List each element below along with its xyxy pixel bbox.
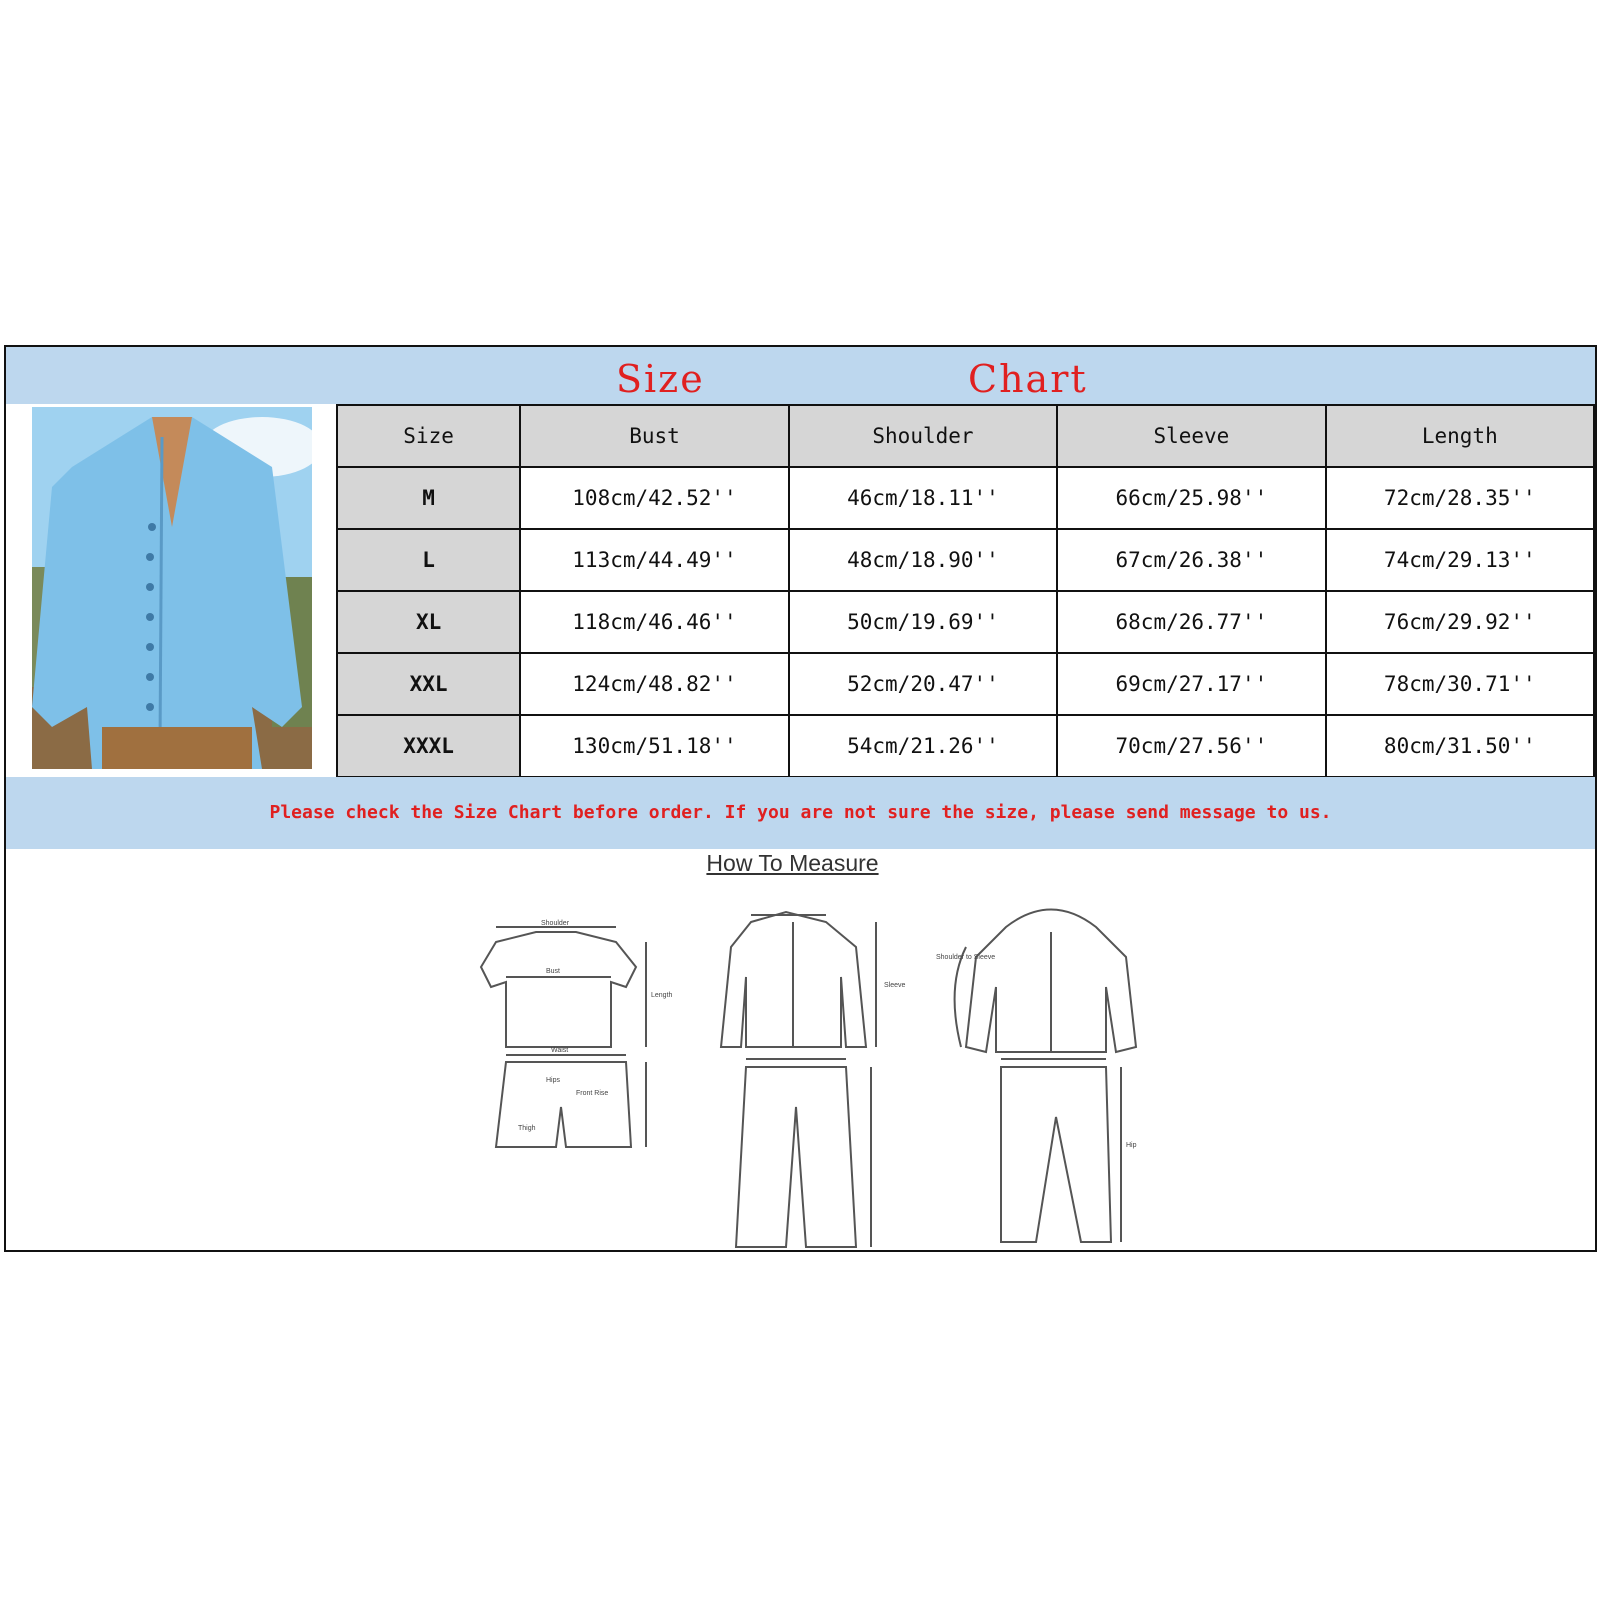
bust-cell: 108cm/42.52'' [520, 467, 789, 529]
length-cell: 76cm/29.92'' [1326, 591, 1594, 653]
shoulder-cell: 54cm/21.26'' [789, 715, 1057, 777]
size-cell: L [337, 529, 520, 591]
length-cell: 78cm/30.71'' [1326, 653, 1594, 715]
sleeve-cell: 66cm/25.98'' [1057, 467, 1325, 529]
how-to-measure-title: How To Measure [706, 850, 879, 876]
shoulder-cell: 52cm/20.47'' [789, 653, 1057, 715]
size-chart-panel [4, 345, 1597, 1252]
shoulder-cell: 50cm/19.69'' [789, 591, 1057, 653]
title-left-word: Size [616, 357, 705, 401]
tshirt-icon [481, 932, 636, 1047]
shoulder-cell: 46cm/18.11'' [789, 467, 1057, 529]
label-shoulder: Shoulder [541, 920, 570, 927]
sleeve-cell: 70cm/27.56'' [1057, 715, 1325, 777]
size-cell: XL [337, 591, 520, 653]
label-bust: Bust [546, 968, 561, 975]
sleeve-cell: 69cm/27.17'' [1057, 653, 1325, 715]
notice-text: Please check the Size Chart before order. If you are not sure the size, please send message to us. [269, 802, 1332, 823]
label-shoulder-to-sleeve: Shoulder to Sleeve [936, 954, 996, 961]
size-cell: M [337, 467, 520, 529]
size-cell: XXL [337, 653, 520, 715]
title-right-word: Chart [968, 357, 1088, 401]
sleeve-cell: 67cm/26.38'' [1057, 529, 1325, 591]
header-sleeve: Sleeve [1057, 405, 1325, 467]
joggers-icon [1001, 1067, 1111, 1242]
label-thigh: Thigh [518, 1125, 536, 1132]
bust-cell: 124cm/48.82'' [520, 653, 789, 715]
size-cell: XXXL [337, 715, 520, 777]
length-cell: 74cm/29.13'' [1326, 529, 1594, 591]
bust-cell: 130cm/51.18'' [520, 715, 789, 777]
header-shoulder: Shoulder [789, 405, 1057, 467]
sleeve-cell: 68cm/26.77'' [1057, 591, 1325, 653]
length-cell: 80cm/31.50'' [1326, 715, 1594, 777]
label-hips: Hips [546, 1077, 561, 1084]
header-size: Size [337, 405, 520, 467]
label-hip: Hip [1126, 1142, 1137, 1149]
label-sleeve: Sleeve [884, 982, 906, 989]
trousers-icon [736, 1067, 856, 1247]
length-cell: 72cm/28.35'' [1326, 467, 1594, 529]
shoulder-cell: 48cm/18.90'' [789, 529, 1057, 591]
label-front-rise: Front Rise [576, 1090, 609, 1097]
header-bust: Bust [520, 405, 789, 467]
bust-cell: 113cm/44.49'' [520, 529, 789, 591]
bust-cell: 118cm/46.46'' [520, 591, 789, 653]
label-waist: Waist [551, 1047, 569, 1054]
header-length: Length [1326, 405, 1594, 467]
shorts-icon [496, 1062, 631, 1147]
measure-diagram [6, 347, 1599, 1254]
label-length: Length [651, 992, 673, 999]
